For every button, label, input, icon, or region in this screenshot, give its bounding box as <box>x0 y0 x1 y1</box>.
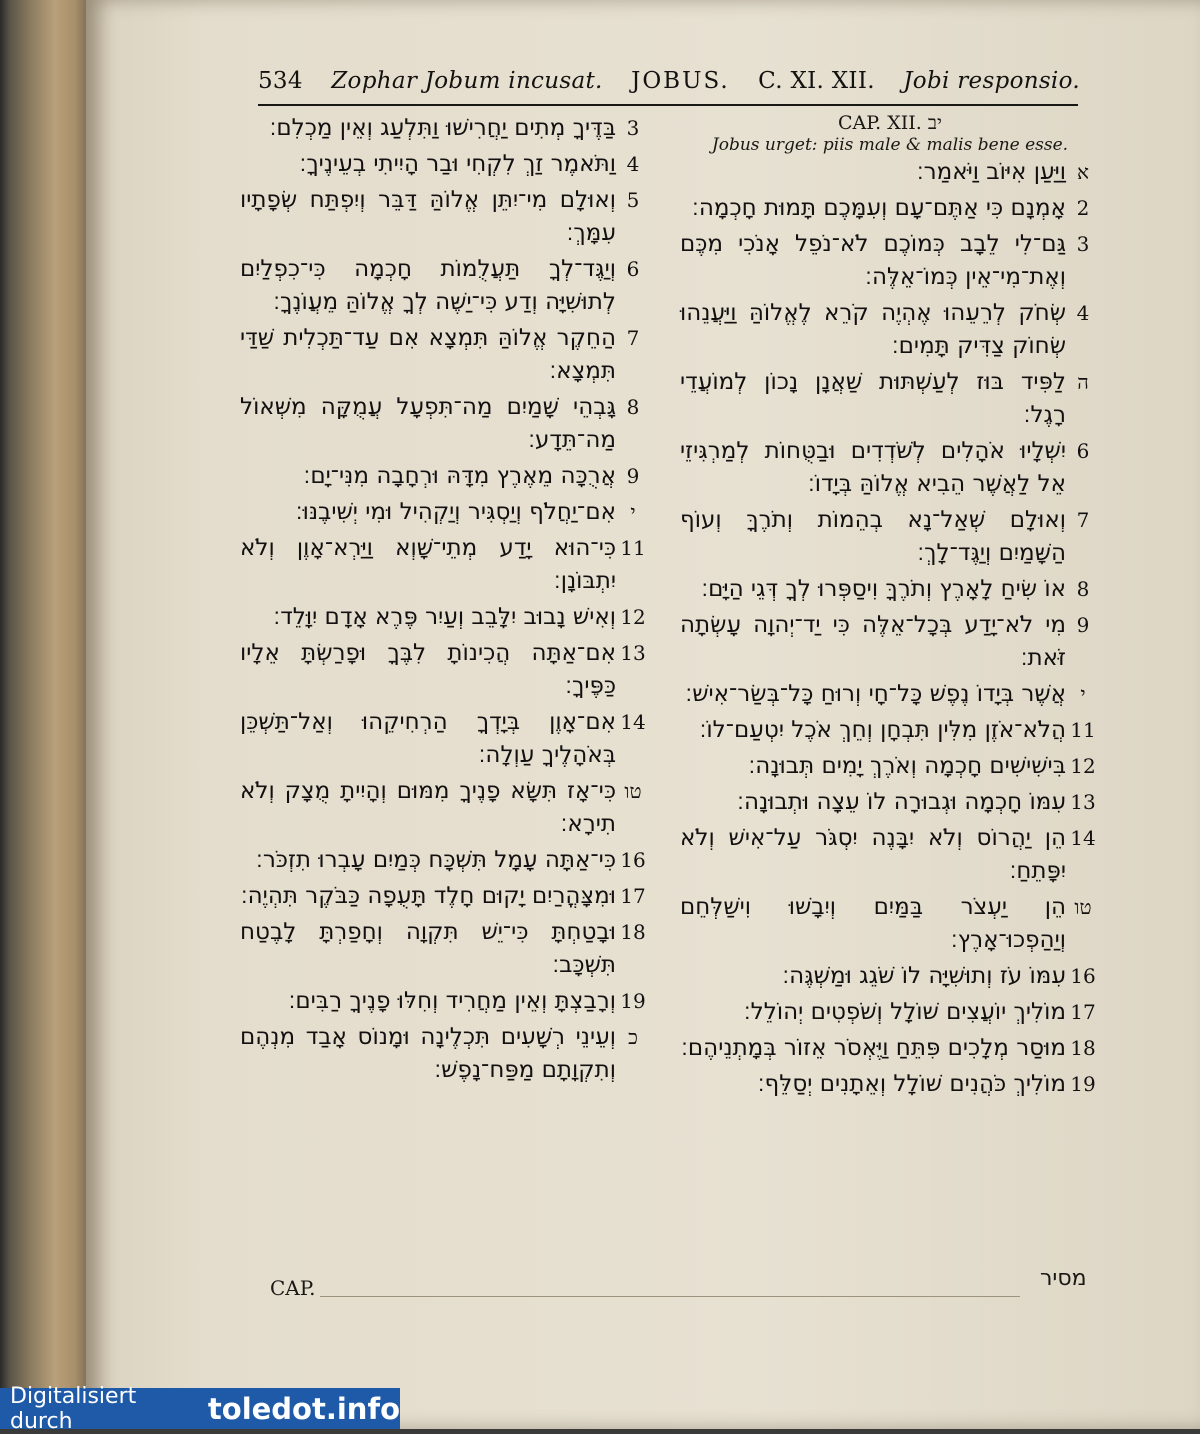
verse-number: 8 <box>1076 577 1090 601</box>
verse-text: הֵן יַהֲרוֹס וְלֹא יִבָּנֶה יִסְגֹּר עַל־אִישׁ וְלֹא יִפָּתֵחַ׃ <box>680 825 1066 884</box>
header-rule <box>258 104 1078 106</box>
verse-number: 14 <box>1070 826 1096 850</box>
verse-number: י <box>1080 682 1086 706</box>
verse-text: וַתֹּאמֶר זַךְ לִקְחִי וּבַר הָיִיתִי בְעֵינֶיךָ׃ <box>299 151 616 177</box>
verse-text: כִּי־אָז תִּשָּׂא פָנֶיךָ מִמּוּם וְהָיִיתָ מֻצָק וְלֹא תִירָא׃ <box>240 778 616 837</box>
verse-number: 11 <box>1070 718 1096 742</box>
verse-text: וּבָטַחְתָּ כִּי־יֵשׁ תִּקְוָה וְחָפַרְתָּ לָבֶטַח תִּשְׁכָּב׃ <box>240 919 616 978</box>
verse-number: 7 <box>626 326 640 350</box>
verse-number: 5 <box>626 188 640 212</box>
verse-number: 11 <box>620 536 646 560</box>
verse-text: הֵן יַעְצֹר בַּמַּיִם וְיִבָשׁוּ וִישַׁלְּחֵם וְיַהַפְכוּ־אָרֶץ׃ <box>680 894 1066 953</box>
verse-number: כ <box>628 1025 638 1049</box>
verse <box>240 496 650 529</box>
verse-number: 6 <box>1076 439 1090 463</box>
verse <box>240 184 650 250</box>
verse-number: 4 <box>1076 301 1090 325</box>
verse-text: אִם־אָוֶן בְּיָדְךָ הַרְחִיקֵהוּ וְאַל־תַּשְׁכֵּן בְּאֹהָלֶיךָ עַוְלָה׃ <box>240 709 616 768</box>
verse-number: ה <box>1077 370 1089 394</box>
verse-text: שְׂחֹק לְרֵעֵהוּ אֶהְיֶה קֹרֵא לֶאֱלוֹהַּ וַיַּעֲנֵהוּ שְׂחוֹק צַדִּיק תָּמִים׃ <box>680 300 1066 359</box>
verse-number: טו <box>1074 895 1092 919</box>
verse-number: 3 <box>1076 232 1090 256</box>
verse-number: טו <box>624 779 642 803</box>
footer-rule <box>320 1296 1020 1297</box>
verse <box>680 891 1100 957</box>
chapter-heading: CAP. XII. יב <box>837 112 943 134</box>
verse <box>680 366 1100 432</box>
verse <box>680 228 1100 294</box>
verse-number: 7 <box>1076 508 1090 532</box>
verse <box>240 985 650 1018</box>
verse-text: הֲלֹא־אֹזֶן מִלִּין תִּבְחָן וְחֵךְ אֹכֶל יִטְעַם־לוֹ׃ <box>699 717 1066 743</box>
verse <box>680 435 1100 501</box>
chapter-reference: C. XI. XII. <box>758 68 875 94</box>
credit-prefix: Digitalisiert durch <box>10 1383 137 1434</box>
verse-text: אָמְנָם כִּי אַתֶּם־עָם וְעִמָּכֶם תָּמוּת חָכְמָה׃ <box>692 195 1066 221</box>
verse <box>680 156 1100 189</box>
verse <box>240 880 650 913</box>
verse-text: וְרָבַצְתָּ וְאֵין מַחֲרִיד וְחִלּוּ פָנֶיךָ רַבִּים׃ <box>288 988 616 1014</box>
verse <box>680 609 1100 675</box>
verse <box>240 1021 650 1087</box>
verse-number: 3 <box>626 116 640 140</box>
verse-number: 18 <box>1070 1036 1096 1060</box>
verse <box>240 532 650 598</box>
verse-text: וְיַגֶּד־לְךָ תַּעֲלֻמוֹת חָכְמָה כִּי־כִפְלַיִם לְתוּשִׁיָּה וְדַע כִּי־יַשֶּׁה לְךָ אֱלוֹהַּ מֵעֲוֺנֶךָ׃ <box>240 256 616 315</box>
verse <box>240 322 650 388</box>
verse <box>240 844 650 877</box>
verse <box>680 750 1100 783</box>
left-verse-list <box>240 112 650 1087</box>
verse <box>240 112 650 145</box>
verse-text: וּמִצָּהֳרַיִם יָקוּם חָלֶד תָּעֻפָה כַּבֹּקֶר תִּהְיֶה׃ <box>240 883 616 909</box>
verse <box>240 706 650 772</box>
verse-text: יִשְׁלָיוּ אֹהָלִים לְשֹׁדְדִים וּבַטֻּחוֹת לְמַרְגִּיזֵי אֵל לַאֲשֶׁר הֵבִיא אֱלוֹהַּ בְּיָדוֹ׃ <box>680 438 1066 497</box>
right-verse-list <box>680 156 1100 1101</box>
verse <box>680 786 1100 819</box>
verse <box>240 253 650 319</box>
verse <box>680 822 1100 888</box>
verse-text: וְאִישׁ נָבוּב יִלָּבֵב וְעַיִר פֶּרֶא אָדָם יִוָּלֵד׃ <box>273 604 616 630</box>
verse-text: מוֹלִיךְ יוֹעֲצִים שׁוֹלָל וְשֹׁפְטִים יְהוֹלֵל׃ <box>743 999 1066 1025</box>
credit-site-link[interactable]: toledot.info <box>207 1391 400 1426</box>
verse-text: גַּם־לִי לֵבָב כְּמוֹכֶם לֹא־נֹפֵל אָנֹכִי מִכֶּם וְאֶת־מִי־אֵין כְּמוֹ־אֵלֶּה׃ <box>680 231 1066 290</box>
page-number: 534 <box>258 68 303 94</box>
verse-text: בִּישִׁישִׁים חָכְמָה וְאֹרֶךְ יָמִים תְּבוּנָה׃ <box>748 753 1066 779</box>
verse-text: אוֹ שִׂיחַ לָאָרֶץ וְתֹרֶךָּ וִיסַפְּרוּ לְךָ דְּגֵי הַיָּם׃ <box>701 576 1066 602</box>
verse <box>680 192 1100 225</box>
digitization-credit-banner[interactable] <box>0 1383 400 1434</box>
verse-text: אִם־אַתָּה הֲכִינוֹתָ לִבֶּךָ וּפָרַשְׂתָּ אֵלָיו כַּפֶּיךָ׃ <box>240 640 616 699</box>
verse-number: 17 <box>620 884 646 908</box>
verse <box>240 775 650 841</box>
verse <box>680 297 1100 363</box>
verse-number: 14 <box>620 710 646 734</box>
verse <box>240 391 650 457</box>
verse-number: 12 <box>620 605 646 629</box>
verse-number: י <box>630 500 636 524</box>
verse <box>680 996 1100 1029</box>
verse-text: עִמּוֹ עֹז וְתוּשִׁיָּה לוֹ שֹׁגֵג וּמַשְׁגֶּה׃ <box>782 963 1066 989</box>
verse-number: 8 <box>626 395 640 419</box>
right-column <box>680 112 1100 1104</box>
verse-number: 2 <box>1076 196 1090 220</box>
verse <box>680 960 1100 993</box>
verse <box>240 148 650 181</box>
verse <box>240 460 650 493</box>
verse-number: 17 <box>1070 1000 1096 1024</box>
verse-text: מוּסַר מְלָכִים פִּתֵּחַ וַיֶּאְסֹר אֵזוֹר בְּמָתְנֵיהֶם׃ <box>681 1035 1066 1061</box>
verse-text: אִם־יַחֲלֹף וְיַסְגִּיר וְיַקְהִיל וּמִי יְשִׁיבֶנּוּ׃ <box>295 499 616 525</box>
verse <box>680 504 1100 570</box>
verse <box>240 637 650 703</box>
verse-number: א <box>1076 160 1089 184</box>
verse-text: אֲשֶׁר בְּיָדוֹ נֶפֶשׁ כָּל־חָי וְרוּחַ כָּל־בְּשַׂר־אִישׁ׃ <box>685 681 1066 707</box>
book-spine <box>0 0 92 1429</box>
verse-number: 12 <box>1070 754 1096 778</box>
verse <box>680 573 1100 606</box>
left-column <box>240 112 650 1090</box>
right-running-title: Jobi responsio. <box>903 68 1080 94</box>
verse-text: וְאוּלָם שְׁאַל־נָא בְהֵמוֹת וְתֹרֶךָּ וְעוֹף הַשָּׁמַיִם וְיַגֶּד־לָךְ׃ <box>680 507 1066 566</box>
verse-text: בַּדֶּיךָ מְתִים יַחֲרִישׁוּ וַתִּלְעַג וְאֵין מַכְלִם׃ <box>269 115 616 141</box>
verse <box>680 678 1100 711</box>
verse-number: 16 <box>1070 964 1096 988</box>
running-header <box>258 68 1080 102</box>
chapter-summary: Jobus urget: piis male & malis bene esse. <box>711 135 1069 155</box>
verse-text: וְאוּלָם מִי־יִתֵּן אֱלוֹהַּ דַּבֵּר וְיִפְתַּח שְׂפָתָיו עִמָּךְ׃ <box>240 187 616 246</box>
verse <box>680 1068 1100 1101</box>
verse-number: 9 <box>1076 613 1090 637</box>
verse <box>680 714 1100 747</box>
verse-text: אֲרֻכָּה מֵאֶרֶץ מִדָּהּ וּרְחָבָה מִנִּי־יָם׃ <box>303 463 616 489</box>
verse-number: 19 <box>620 989 646 1013</box>
verse-number: 9 <box>626 464 640 488</box>
book-title: JOBUS. <box>631 68 730 94</box>
verse-text: וַיַּעַן אִיּוֹב וַיֹּאמַר׃ <box>916 159 1066 185</box>
verse <box>240 916 650 982</box>
verse-number: 13 <box>1070 790 1096 814</box>
verse-text: כִּי־הוּא יָדַע מְתֵי־שָׁוְא וַיַּרְא־אָוֶן וְלֹא יִתְבּוֹנָן׃ <box>240 535 616 594</box>
verse-text: גָּבְהֵי שָׁמַיִם מַה־תִּפְעָל עֲמֻקָּה מִשְּׁאוֹל מַה־תֵּדָע׃ <box>240 394 616 453</box>
left-running-title: Zophar Jobum incusat. <box>331 68 603 94</box>
verse-text: מִי לֹא־יָדַע בְּכָל־אֵלֶּה כִּי יַד־יְהוָה עָשְׂתָה זֹּאת׃ <box>680 612 1066 671</box>
verse-number: 16 <box>620 848 646 872</box>
verse-text: וְעֵינֵי רְשָׁעִים תִּכְלֶינָה וּמָנוֹס אָבַד מִנְהֶם וְתִקְוָתָם מַפַּח־נָפֶשׁ׃ <box>240 1024 616 1083</box>
verse-number: 4 <box>626 152 640 176</box>
verse-text: מוֹלִיךְ כֹּהֲנִים שׁוֹלָל וְאֵתָנִים יְסַלֵּף׃ <box>757 1071 1066 1097</box>
verse <box>240 601 650 634</box>
verse-number: 18 <box>620 920 646 944</box>
verse-text: כִּי־אַתָּה עָמָל תִּשְׁכָּח כְּמַיִם עָבְרוּ תִזְכֹּר׃ <box>256 847 616 873</box>
verse-number: 13 <box>620 641 646 665</box>
catchword-right: מסיר <box>1040 1266 1087 1291</box>
verse <box>680 1032 1100 1065</box>
verse-number: 6 <box>626 257 640 281</box>
verse-number: 19 <box>1070 1072 1096 1096</box>
verse-text: הַחֵקֶר אֱלוֹהַּ תִּמְצָא אִם עַד־תַּכְלִית שַׁדַּי תִּמְצָא׃ <box>240 325 616 384</box>
verse-text: עִמּוֹ חָכְמָה וּגְבוּרָה לוֹ עֵצָה וּתְבוּנָה׃ <box>737 789 1066 815</box>
catchword-left: CAP. <box>270 1276 316 1300</box>
verse-text: לַפִּיד בּוּז לְעַשְׁתּוּת שַׁאֲנָן נָכוֹן לְמוֹעֲדֵי רָגֶל׃ <box>680 369 1066 428</box>
